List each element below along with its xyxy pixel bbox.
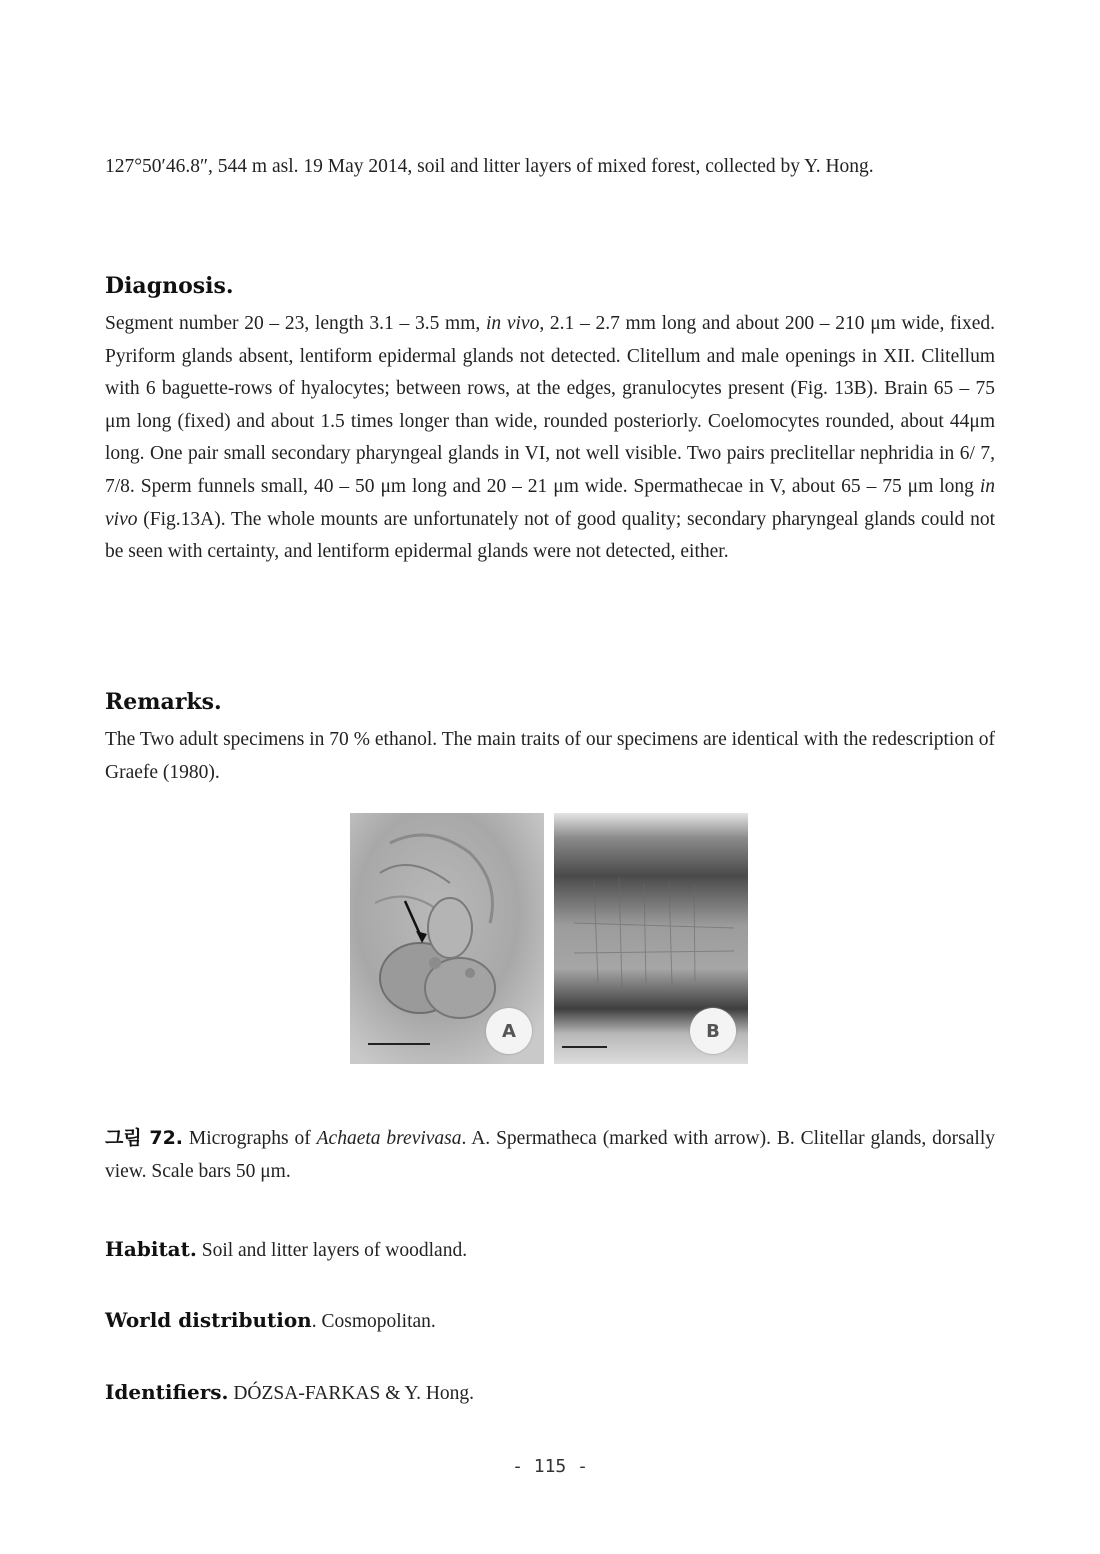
panel-label-a: A [486, 1008, 532, 1054]
caption-species-name: Achaeta brevivasa [316, 1128, 462, 1149]
remarks-paragraph [105, 724, 995, 789]
remarks-text: The Two adult specimens in 70 % ethanol. The main traits of our specimens are identical with the redescription of Graefe (1980). [105, 729, 995, 783]
intro-paragraph [105, 151, 995, 184]
identifiers-text: DÓZSA-FARKAS & Y. Hong. [228, 1383, 475, 1404]
micrograph-panel-a [350, 813, 544, 1064]
world-distribution-label: World distribution [105, 1308, 312, 1332]
diagnosis-paragraph [105, 308, 995, 569]
remarks-heading: Remarks. [105, 689, 222, 715]
habitat-line [105, 1237, 467, 1262]
habitat-label: Habitat. [105, 1237, 197, 1261]
caption-part2: . A. Spermatheca (marked with arrow). B. Clitellar glands, dorsally view. Scale bars 50 μm. [105, 1128, 995, 1182]
diagnosis-italic-in-vivo-2: in vivo [105, 475, 995, 530]
scale-bar-b [562, 1046, 607, 1048]
panel-label-b: B [690, 1008, 736, 1054]
identifiers-label: Identifiers. [105, 1380, 229, 1404]
diagnosis-text [105, 308, 995, 569]
diagnosis-text-part2: , 2.1 – 2.7 mm long and about 200 – 210 μm wide, fixed. Pyriform glands absent, lentiform epidermal glands not detected. Clitellum and male openings in XII. Clitellum with 6 baguette-rows of hyalocytes; between rows, at the edges, granulocytes present (Fig. 13B). Brain 65 – 75 μm long (fixed) and about 1.5 times longer than wide, rounded posteriorly. Coelomocytes rounded, about 44μm long. One pair small secondary pharyngeal glands in VI, not well visible. Two pairs preclitellar nephridia in 6/ 7, 7/8. Sperm funnels small, 40 – 50 μm long and 20 – 21 μm wide. Spermathecae in V, about 65 – 75 μm long [105, 313, 995, 497]
diagnosis-text-part1: Segment number 20 – 23, length 3.1 – 3.5 mm, [105, 313, 486, 334]
diagnosis-text-part3: (Fig.13A). The whole mounts are unfortunately not of good quality; secondary pharyngeal glands could not be seen with certainty, and lentiform epidermal glands were not detected, either. [105, 508, 995, 563]
habitat-text: Soil and litter layers of woodland. [196, 1240, 468, 1261]
identifiers-line [105, 1380, 474, 1405]
scale-bar-a [368, 1043, 430, 1045]
intro-text: 127°50′46.8″, 544 m asl. 19 May 2014, soil and litter layers of mixed forest, collected by Y. Hong. [105, 156, 874, 177]
diagnosis-heading: Diagnosis. [105, 273, 234, 299]
micrograph-panel-b [554, 813, 748, 1064]
caption-part1: Micrographs of [183, 1128, 317, 1149]
micrograph-figure [350, 813, 748, 1064]
page-number: - 115 - [512, 1456, 588, 1477]
caption-label: 그림 72. [105, 1127, 184, 1149]
world-distribution-line [105, 1308, 436, 1333]
figure-caption [105, 1122, 995, 1188]
world-distribution-text: . Cosmopolitan. [311, 1311, 436, 1332]
figure-caption-text [105, 1122, 995, 1188]
diagnosis-italic-in-vivo-1: in vivo [485, 313, 540, 334]
